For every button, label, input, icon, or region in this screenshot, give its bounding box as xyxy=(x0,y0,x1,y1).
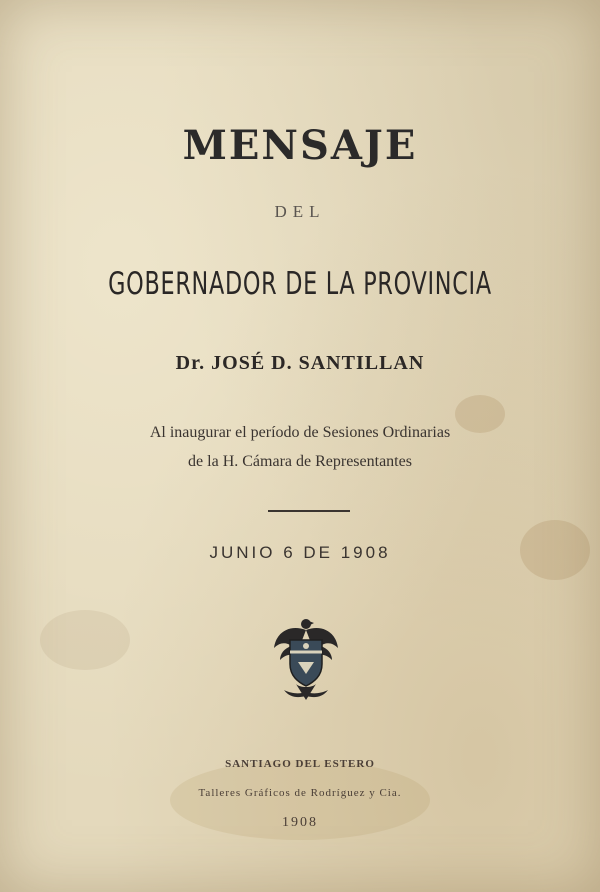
imprint-city: SANTIAGO DEL ESTERO xyxy=(225,758,375,770)
age-stain xyxy=(40,610,130,670)
divider-rule xyxy=(268,510,350,512)
occasion-line-2: de la H. Cámara de Representantes xyxy=(188,453,412,470)
occasion-line-1: Al inaugurar el período de Sesiones Ordinarias xyxy=(149,424,451,441)
coat-of-arms-icon xyxy=(270,614,342,704)
imprint-year: 1908 xyxy=(282,815,318,830)
imprint-printer: Talleres Gráficos de Rodríguez y Cia. xyxy=(198,787,402,799)
cover-author: Dr. JOSÉ D. SANTILLAN xyxy=(175,352,425,374)
cover-connector: DEL xyxy=(274,202,326,221)
cover-title: MENSAJE xyxy=(182,122,418,169)
cover-office: GOBERNADOR DE LA PROVINCIA xyxy=(108,266,492,302)
cover-date: JUNIO 6 DE 1908 xyxy=(209,543,391,562)
